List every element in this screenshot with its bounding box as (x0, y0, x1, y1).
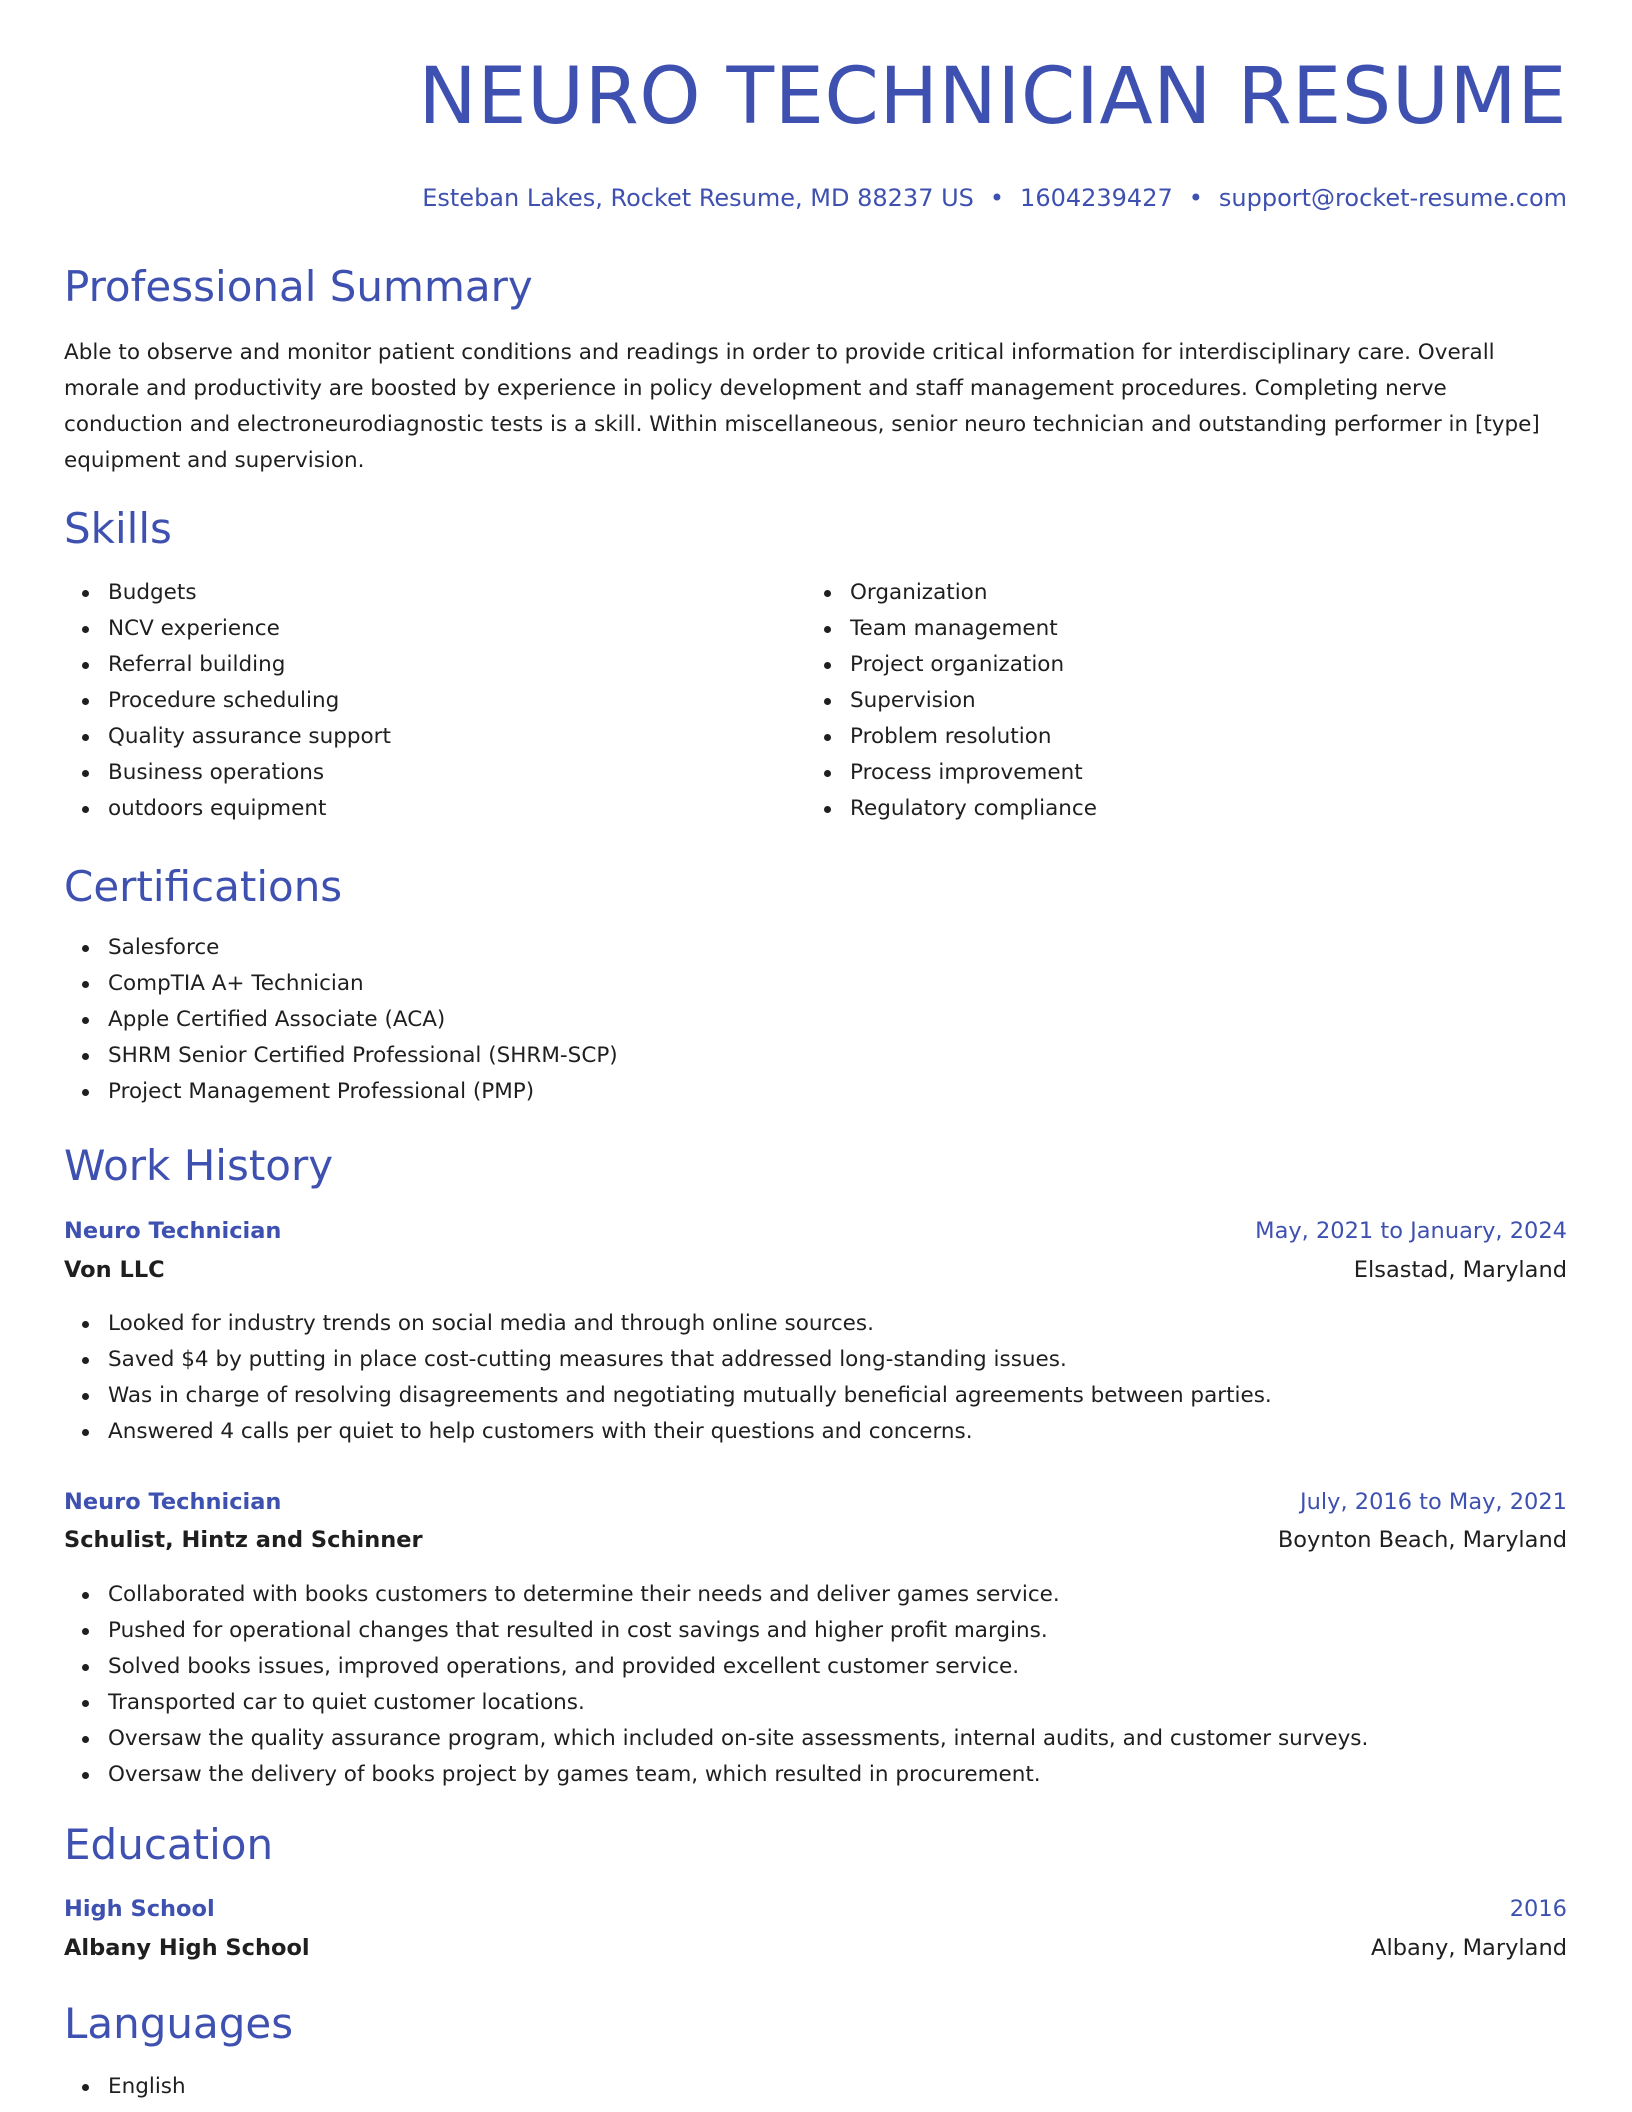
education-year: 2016 (1509, 1896, 1567, 1922)
skill-item: Quality assurance support (108, 719, 391, 755)
job-dates: May, 2021 to January, 2024 (1255, 1218, 1567, 1244)
skill-item: Problem resolution (850, 719, 1097, 755)
skill-item: Team management (850, 611, 1097, 647)
skill-item: Organization (850, 575, 1097, 611)
job-bullet: Answered 4 calls per quiet to help customers with their questions and concerns. (108, 1414, 1272, 1450)
certification-item: Apple Certified Associate (ACA) (108, 1002, 618, 1038)
job-bullet: Oversaw the quality assurance program, which included on-site assessments, internal audits, and customer surveys. (108, 1721, 1368, 1757)
job-bullet: Looked for industry trends on social media and through online sources. (108, 1306, 1272, 1342)
skills-heading: Skills (64, 504, 172, 553)
education-school-row (64, 1930, 1567, 1966)
certifications-list (64, 930, 618, 1110)
resume-title: NEURO TECHNICIAN RESUME (418, 52, 1567, 142)
resume-page (64, 0, 1567, 2112)
education-heading: Education (64, 1820, 274, 1869)
summary-heading: Professional Summary (64, 262, 533, 311)
contact-line (422, 184, 1567, 212)
job-header (64, 1213, 1567, 1249)
job-bullet: Collaborated with books customers to determine their needs and deliver games service. (108, 1577, 1368, 1613)
job-location: Boynton Beach, Maryland (1277, 1527, 1567, 1553)
job-title: Neuro Technician (64, 1489, 282, 1515)
job-bullets (64, 1306, 1272, 1450)
certification-item: CompTIA A+ Technician (108, 966, 618, 1002)
skill-item: Regulatory compliance (850, 791, 1097, 827)
job-employer: Schulist, Hintz and Schinner (64, 1527, 423, 1553)
skill-item: Supervision (850, 683, 1097, 719)
job-bullet: Transported car to quiet customer locations. (108, 1685, 1368, 1721)
contact-phone: 1604239427 (1020, 184, 1173, 212)
certification-item: Project Management Professional (PMP) (108, 1074, 618, 1110)
education-location: Albany, Maryland (1371, 1935, 1567, 1961)
skill-item: NCV experience (108, 611, 391, 647)
languages-list (64, 2069, 186, 2105)
job-title: Neuro Technician (64, 1218, 282, 1244)
skill-item: Procedure scheduling (108, 683, 391, 719)
education-school: Albany High School (64, 1935, 310, 1961)
job-bullet: Oversaw the delivery of books project by games team, which resulted in procurement. (108, 1757, 1368, 1793)
job-employer-row (64, 1522, 1567, 1558)
contact-separator: • (989, 184, 1005, 212)
certification-item: Salesforce (108, 930, 618, 966)
skill-item: Referral building (108, 647, 391, 683)
job-employer-row (64, 1252, 1567, 1288)
skill-item: Business operations (108, 755, 391, 791)
education-header (64, 1891, 1567, 1927)
education-degree: High School (64, 1896, 215, 1922)
job-bullet: Was in charge of resolving disagreements and negotiating mutually beneficial agreements between parties. (108, 1378, 1272, 1414)
job-header (64, 1484, 1567, 1520)
skill-item: outdoors equipment (108, 791, 391, 827)
skills-list-left (64, 575, 391, 827)
skill-item: Process improvement (850, 755, 1097, 791)
job-dates: July, 2016 to May, 2021 (1299, 1489, 1567, 1515)
summary-text: Able to observe and monitor patient conditions and readings in order to provide critical information for interdisciplinary care. Overall morale and productivity are boosted by experience in policy development and staff management procedures. Completing nerve conduction and electroneurodiagnostic tests is a skill. Within miscellaneous, senior neuro technician and outstanding performer in [type] equipment and supervision. (64, 340, 1540, 473)
certification-item: SHRM Senior Certified Professional (SHRM-SCP) (108, 1038, 618, 1074)
skills-list-right (806, 575, 1097, 827)
job-bullet: Solved books issues, improved operations, and provided excellent customer service. (108, 1649, 1368, 1685)
skill-item: Budgets (108, 575, 391, 611)
contact-email[interactable]: support@rocket-resume.com (1218, 184, 1567, 212)
job-bullet: Pushed for operational changes that resulted in cost savings and higher profit margins. (108, 1613, 1368, 1649)
work-history-heading: Work History (64, 1141, 334, 1190)
contact-address: Esteban Lakes, Rocket Resume, MD 88237 US (422, 184, 974, 212)
job-bullets (64, 1577, 1368, 1793)
languages-heading: Languages (64, 1999, 294, 2048)
language-item: English (108, 2069, 186, 2105)
contact-separator: • (1188, 184, 1203, 212)
certifications-heading: Certifications (64, 862, 343, 911)
job-bullet: Saved $4 by putting in place cost-cutting measures that addressed long-standing issues. (108, 1342, 1272, 1378)
job-location: Elsastad, Maryland (1353, 1257, 1567, 1283)
skill-item: Project organization (850, 647, 1097, 683)
job-employer: Von LLC (64, 1257, 165, 1283)
